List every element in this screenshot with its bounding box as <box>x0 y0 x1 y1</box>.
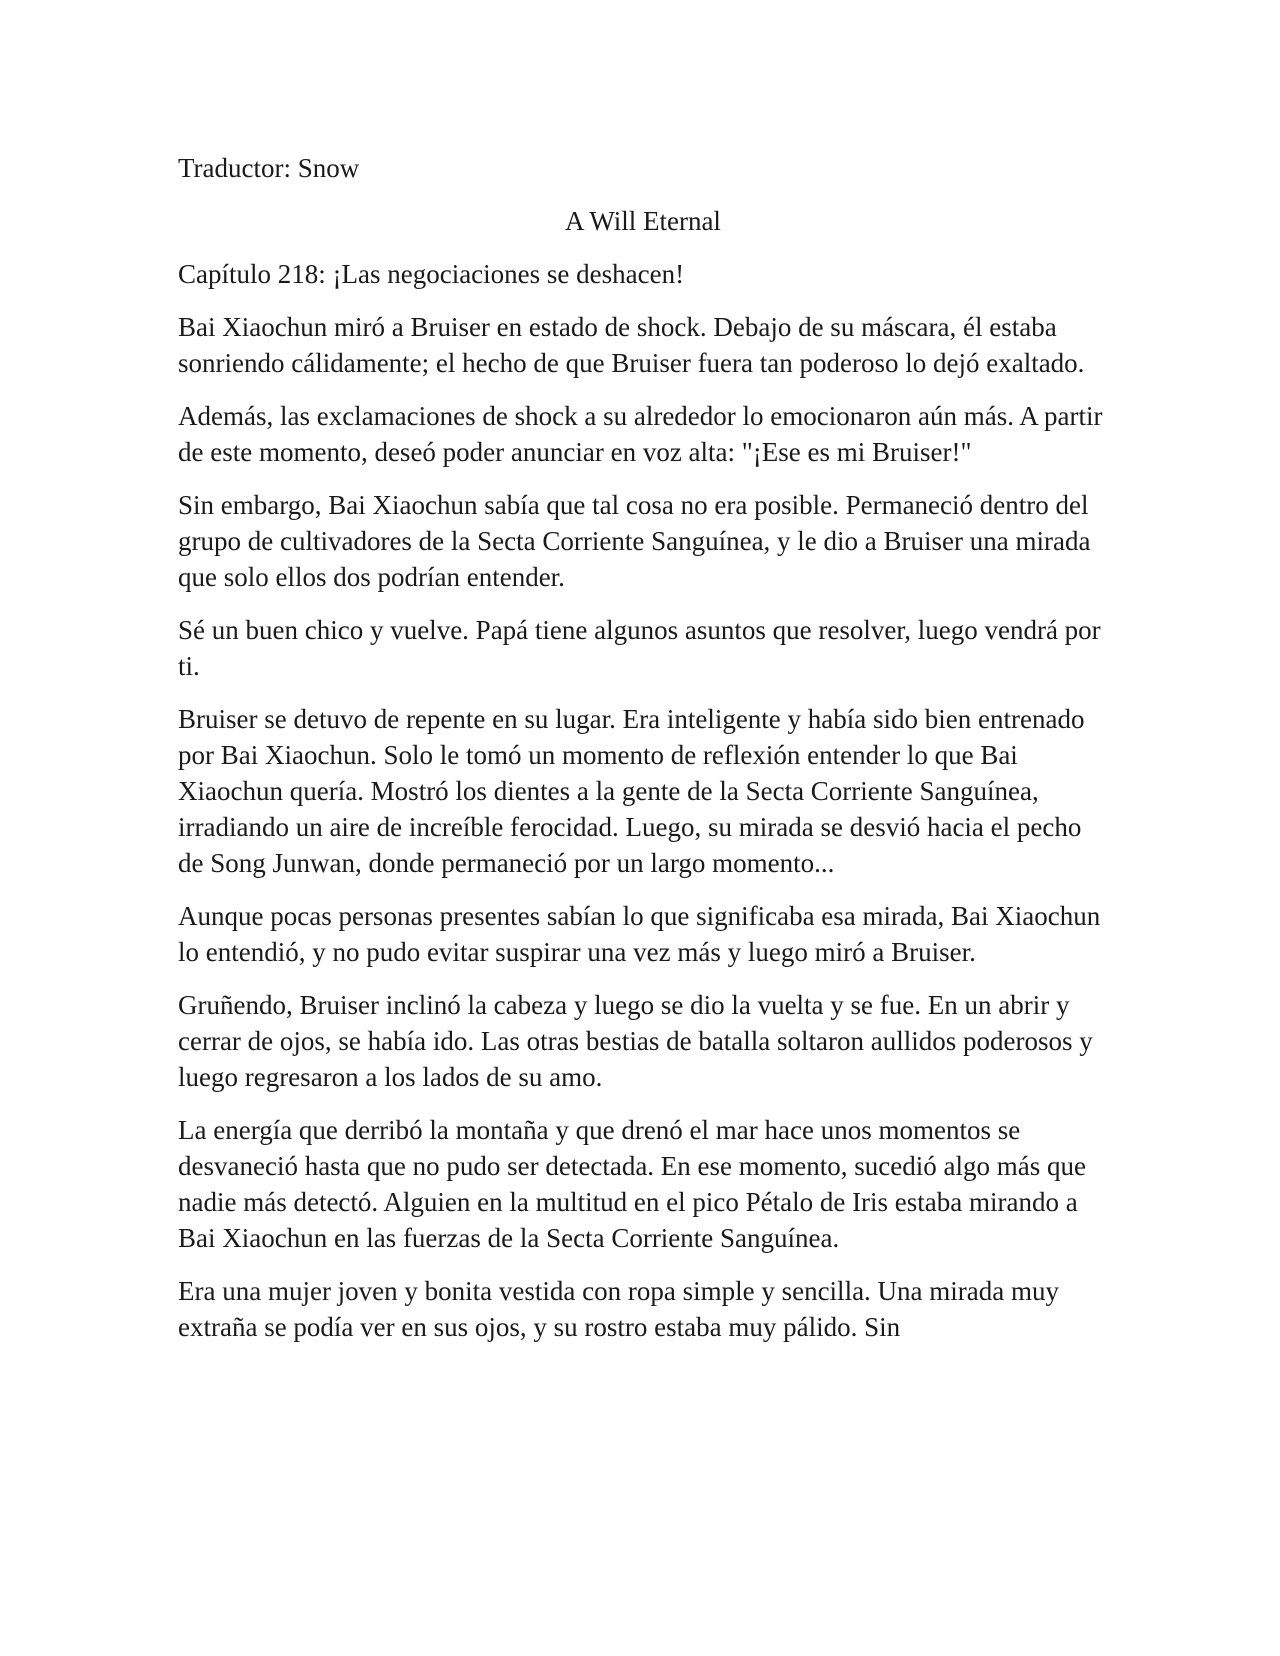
paragraph-1: Bai Xiaochun miró a Bruiser en estado de shock. Debajo de su máscara, él estaba sonriendo cálidamente; el hecho de que Bruiser fuera tan poderoso lo dejó exaltado. <box>178 312 1085 378</box>
paragraph-3: Sin embargo, Bai Xiaochun sabía que tal cosa no era posible. Permaneció dentro del grupo de cultivadores de la Secta Corriente Sanguínea, y le dio a Bruiser una mirada que solo ellos dos podrían entender. <box>178 490 1091 592</box>
paragraph-6: Aunque pocas personas presentes sabían lo que significaba esa mirada, Bai Xiaochun lo entendió, y no pudo evitar suspirar una vez más y luego miró a Bruiser. <box>178 901 1101 967</box>
translator-credit: Traductor: Snow <box>178 153 360 183</box>
paragraph-8: La energía que derribó la montaña y que drenó el mar hace unos momentos se desvaneció hasta que no pudo ser detectada. En ese momento, sucedió algo más que nadie más detectó. Alguien en la multitud en el pico Pétalo de Iris estaba mirando a Bai Xiaochun en las fuerzas de la Secta Corriente Sanguínea. <box>178 1115 1086 1253</box>
paragraph-9: Era una mujer joven y bonita vestida con ropa simple y sencilla. Una mirada muy extraña se podía ver en sus ojos, y su rostro estaba muy pálido. Sin <box>178 1276 1059 1342</box>
paragraph-4: Sé un buen chico y vuelve. Papá tiene algunos asuntos que resolver, luego vendrá por ti. <box>178 615 1101 681</box>
paragraph-7: Gruñendo, Bruiser inclinó la cabeza y luego se dio la vuelta y se fue. En un abrir y cerrar de ojos, se había ido. Las otras bestias de batalla soltaron aullidos poderosos y luego regresaron a los lados de su amo. <box>178 990 1093 1092</box>
paragraph-2: Además, las exclamaciones de shock a su alrededor lo emocionaron aún más. A partir de este momento, deseó poder anunciar en voz alta: "¡Ese es mi Bruiser!" <box>178 401 1103 467</box>
chapter-heading: Capítulo 218: ¡Las negociaciones se deshacen! <box>178 259 685 289</box>
document-page <box>178 150 1108 1362</box>
book-title: A Will Eternal <box>565 206 721 236</box>
paragraph-5: Bruiser se detuvo de repente en su lugar. Era inteligente y había sido bien entrenado por Bai Xiaochun. Solo le tomó un momento de reflexión entender lo que Bai Xiaochun quería. Mostró los dientes a la gente de la Secta Corriente Sanguínea, irradiando un aire de increíble ferocidad. Luego, su mirada se desvió hacia el pecho de Song Junwan, donde permaneció por un largo momento... <box>178 704 1085 878</box>
